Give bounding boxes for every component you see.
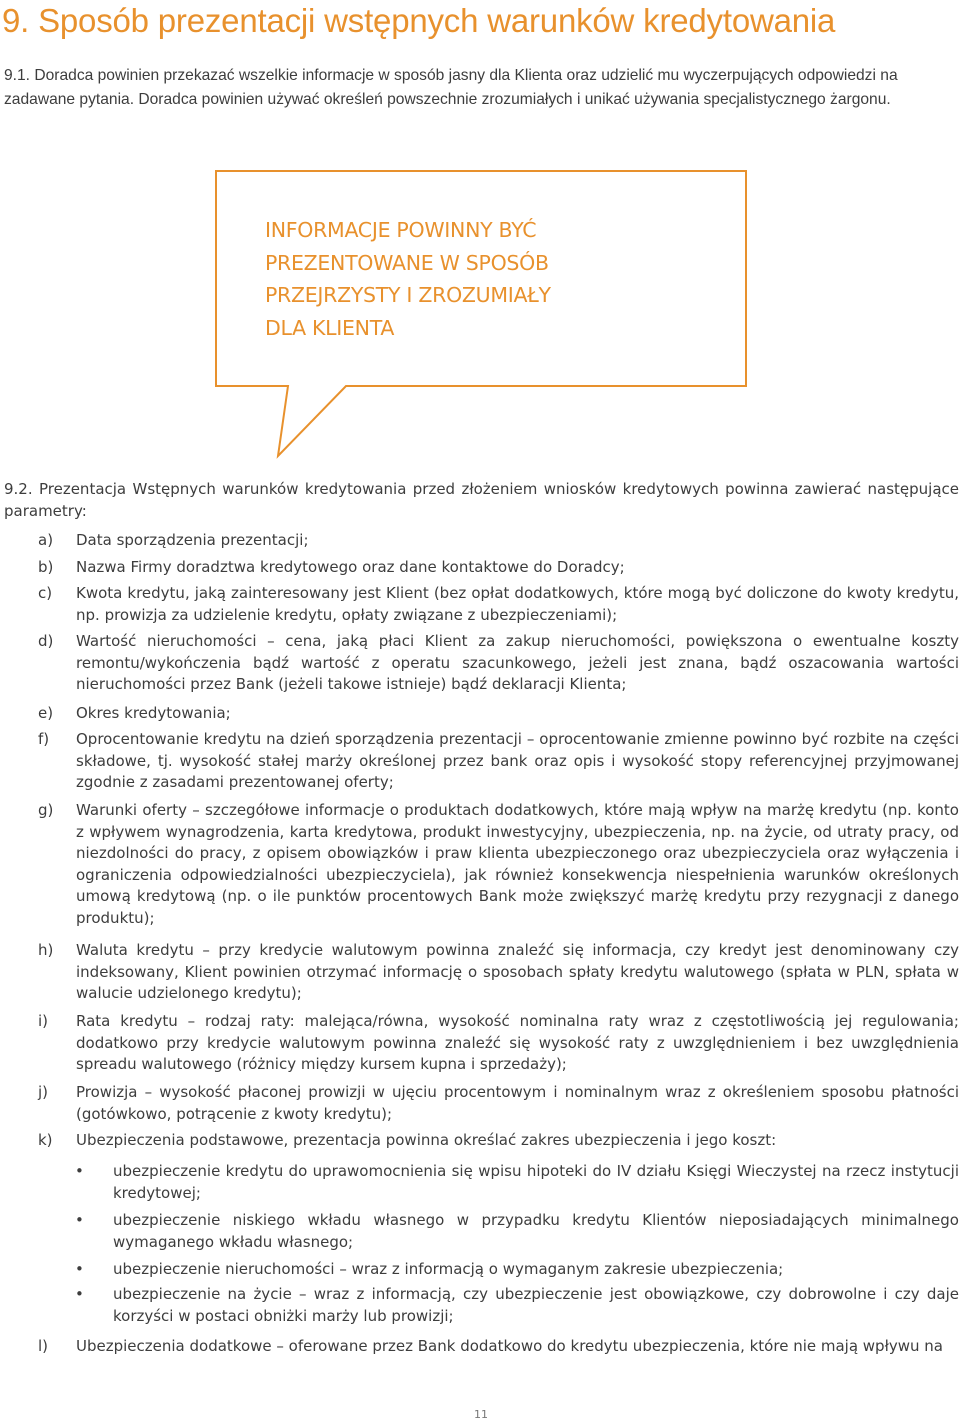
list-label: j) <box>38 1083 49 1101</box>
list-text: Warunki oferty – szczegółowe informacje o produktach dodatkowych, które mają wpływ na marżę kredytu (np. konto z wpływem wynagrodzenia, karta kredytowa, produkt inwestycyjny, ubezpieczenia, np. na życie, od utraty pracy, od niezdolności do pracy, z opisem obowiązków i praw klienta ubezpieczonego oraz ubezpieczyciela oraz wyłączenia i ograniczenia odpowiedzialności ubezpieczyciela), jak również konsekwencja niespełnienia warunków określonych umową kredytową (np. o ile punktów procentowych Bank może zwiększyć marżę kredytu przy rezygnacji z danego produktu); <box>76 801 959 927</box>
list-text: Prowizja – wysokość płaconej prowizji w ujęciu procentowym i nominalnym wraz z określeniem sposobu płatności (gotówkowo, potrącenie z kwoty kredytu); <box>76 1083 959 1123</box>
list-item-b <box>38 557 959 579</box>
list-label: i) <box>38 1012 49 1030</box>
list-item-j <box>38 1082 959 1125</box>
bullet-icon: • <box>75 1260 84 1278</box>
list-text: Nazwa Firmy doradztwa kredytowego oraz dane kontaktowe do Doradcy; <box>76 558 625 576</box>
list-text: Data sporządzenia prezentacji; <box>76 531 309 549</box>
bullet-icon: • <box>75 1211 84 1229</box>
list-label: e) <box>38 704 54 722</box>
bullet-text: ubezpieczenie na życie – wraz z informacją, czy ubezpieczenie jest obowiązkowe, czy dobrowolne i czy daje korzyści w postaci obniżki marży lub prowizji; <box>113 1285 959 1325</box>
list-label: g) <box>38 801 54 819</box>
bullet-text: ubezpieczenie kredytu do uprawomocnienia się wpisu hipoteki do IV działu Księgi Wieczystej na rzecz instytucji kredytowej; <box>113 1162 959 1202</box>
list-text: Kwota kredytu, jaką zainteresowany jest Klient (bez opłat dodatkowych, które mogą być doliczone do kwoty kredytu, np. prowizja za udzielenie kredytu, opłaty związane z ubezpieczeniami); <box>76 584 959 624</box>
bullet-item <box>75 1210 959 1253</box>
bullet-item <box>75 1259 959 1281</box>
bullet-icon: • <box>75 1285 84 1303</box>
list-item-d <box>38 631 959 696</box>
list-item-f <box>38 729 959 794</box>
list-text: Ubezpieczenia dodatkowe – oferowane przez Bank dodatkowo do kredytu ubezpieczenia, które nie mają wpływu na <box>76 1337 943 1355</box>
list-item-g <box>38 800 959 929</box>
list-label: a) <box>38 531 54 549</box>
bullet-icon: • <box>75 1162 84 1180</box>
list-text: Waluta kredytu – przy kredycie walutowym powinna znaleźć się informacja, czy kredyt jest denominowany czy indeksowany, Klient powinien otrzymać informację o sposobach spłaty kredytu walutowego (spłata w PLN, spłata w walucie udzielonego kredytu); <box>76 941 959 1002</box>
page-title: 9. Sposób prezentacji wstępnych warunków kredytowania <box>2 2 836 39</box>
list-label: l) <box>38 1337 49 1355</box>
list-item-i <box>38 1011 959 1076</box>
paragraph-9-2: 9.2. Prezentacja Wstępnych warunków kredytowania przed złożeniem wniosków kredytowych powinna zawierać następujące parametry: <box>4 480 959 520</box>
list-item-k <box>38 1130 959 1152</box>
list-text: Okres kredytowania; <box>76 704 231 722</box>
list-item-c <box>38 583 959 626</box>
list-item-h <box>38 940 959 1005</box>
list-label: b) <box>38 558 54 576</box>
page-number: 11 <box>474 1408 488 1421</box>
bullet-item <box>75 1161 959 1204</box>
list-label: f) <box>38 730 50 748</box>
bullet-text: ubezpieczenie nieruchomości – wraz z informacją o wymaganym zakresie ubezpieczenia; <box>113 1260 784 1278</box>
list-item-e <box>38 703 959 725</box>
list-text: Ubezpieczenia podstawowe, prezentacja powinna określać zakres ubezpieczenia i jego koszt: <box>76 1131 777 1149</box>
list-label: d) <box>38 632 54 650</box>
list-text: Wartość nieruchomości – cena, jaką płaci Klient za zakup nieruchomości, powiększona o ewentualne koszty remontu/wykończenia bądź wartość z operatu szacunkowego, jeżeli jest znana, bądź oszacowania wartości nieruchomości przez Bank (jeżeli takowe istnieje) bądź deklaracji Klienta; <box>76 632 959 693</box>
callout-text: INFORMACJE POWINNY BYĆ PREZENTOWANE W SPOSÓB PRZEJRZYSTY I ZROZUMIAŁY DLA KLIENTA <box>265 218 551 340</box>
list-text: Rata kredytu – rodzaj raty: malejąca/równa, wysokość nominalna raty wraz z częstotliwością jej regulowania; dodatkowo przy kredycie walutowym powinna znaleźć się wysokość raty z uwzględnieniem i bez uwzględnienia spreadu walutowego (różnicy między kursem kupna i sprzedaży); <box>76 1012 959 1073</box>
paragraph-9-1: 9.1. Doradca powinien przekazać wszelkie informacje w sposób jasny dla Klienta oraz udzielić mu wyczerpujących odpowiedzi na zadawane pytania. Doradca powinien używać określeń powszechnie zrozumiałych i unikać używania specjalistycznego żargonu. <box>4 67 898 108</box>
list-item-l <box>38 1336 959 1358</box>
bullet-item <box>75 1284 959 1327</box>
list-label: k) <box>38 1131 53 1149</box>
list-item-a <box>38 530 959 552</box>
list-text: Oprocentowanie kredytu na dzień sporządzenia prezentacji – oprocentowanie zmienne powinno być rozbite na części składowe, tj. wysokość stałej marży określonej przez bank oraz opis i wysokość stopy referencyjnej przyjmowanej zgodnie z zasadami prezentowanej oferty; <box>76 730 959 791</box>
bullet-text: ubezpieczenie niskiego wkładu własnego w przypadku kredytu Klientów nieposiadających minimalnego wymaganego wkładu własnego; <box>113 1211 959 1251</box>
list-label: c) <box>38 584 53 602</box>
list-label: h) <box>38 941 54 959</box>
